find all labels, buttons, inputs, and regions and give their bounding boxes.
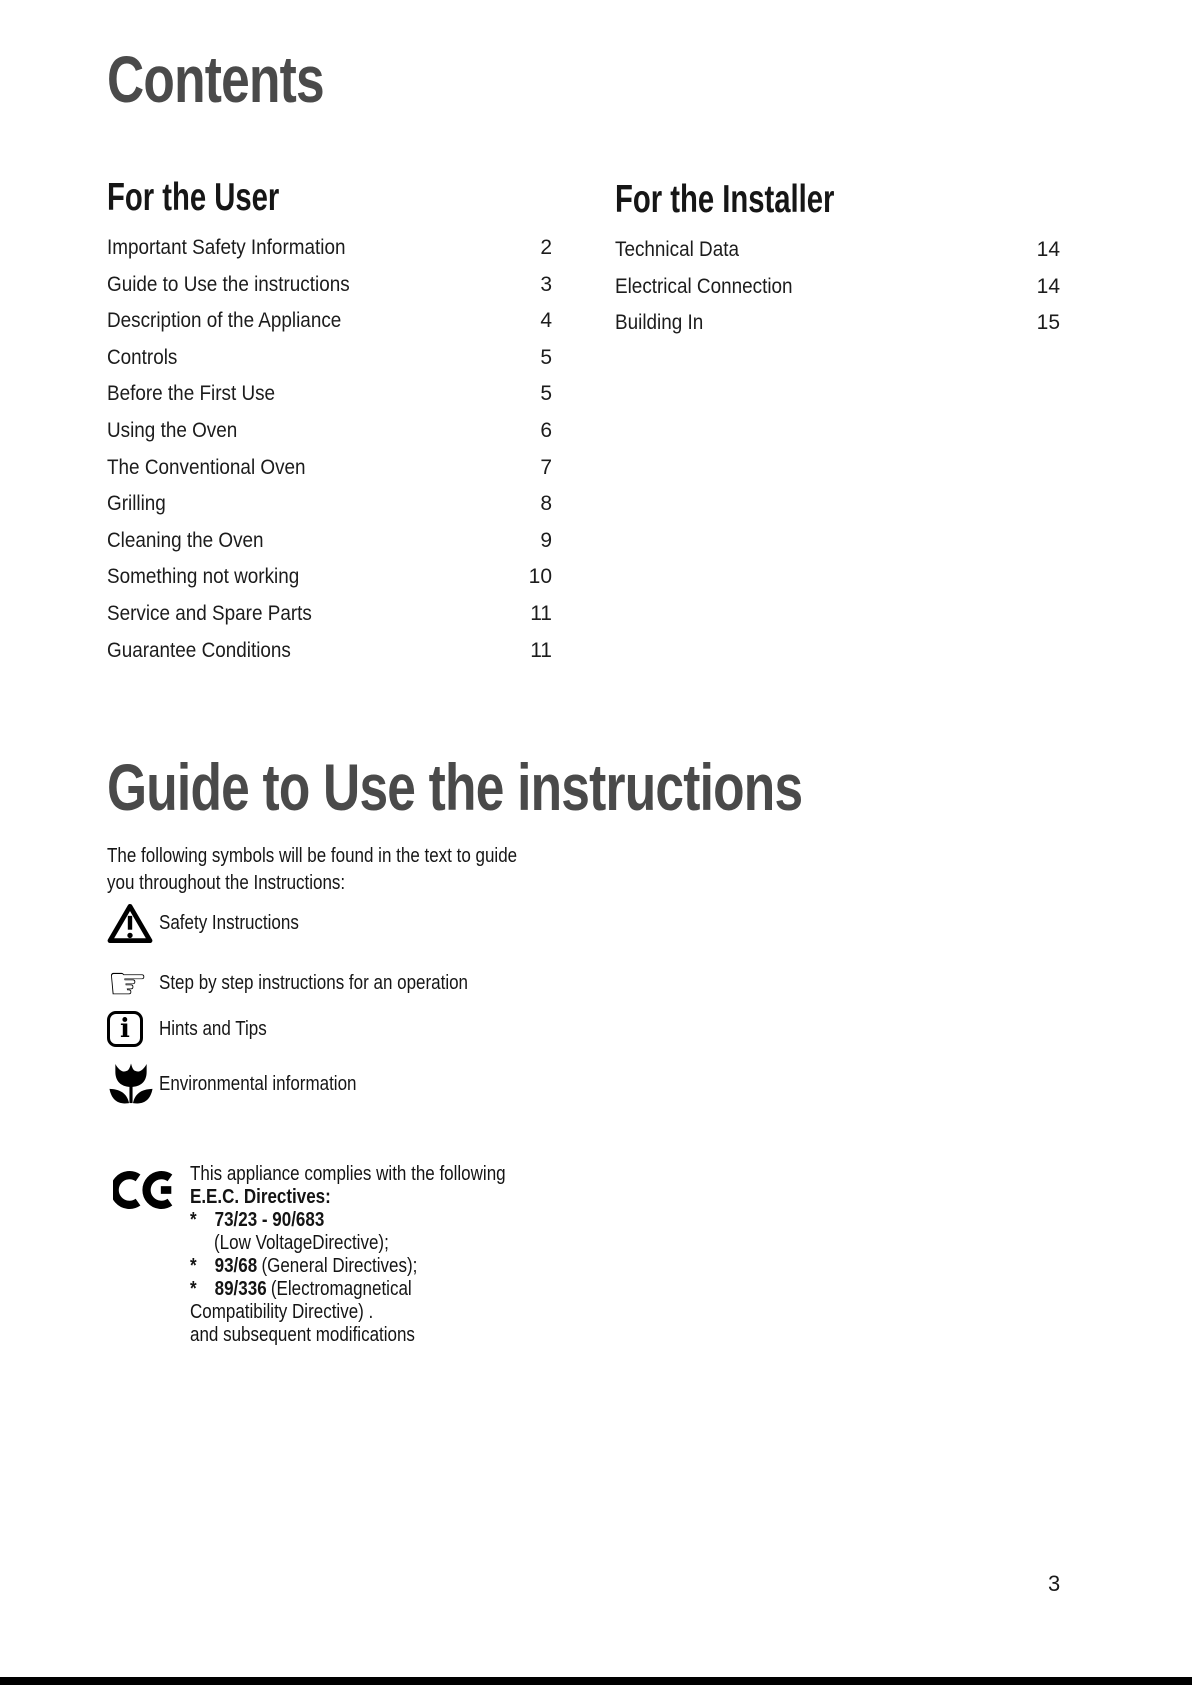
pointing-hand-icon: ☞ bbox=[107, 956, 149, 1010]
ce-line: Compatibility Directive) . bbox=[190, 1301, 374, 1323]
toc-item-page: 5 bbox=[540, 382, 552, 406]
toc-item bbox=[107, 303, 552, 340]
ce-line: E.E.C. Directives: bbox=[190, 1186, 331, 1208]
ce-line: This appliance complies with the following bbox=[190, 1163, 506, 1185]
page-bottom-edge bbox=[0, 1677, 1192, 1685]
warning-triangle-icon bbox=[107, 903, 159, 944]
toc-item-label: Using the Oven bbox=[107, 418, 238, 442]
toc-installer-list bbox=[615, 232, 1060, 342]
toc-item-label: The Conventional Oven bbox=[107, 455, 306, 479]
toc-item-label: Controls bbox=[107, 345, 178, 369]
symbol-row-step bbox=[107, 956, 523, 1010]
symbol-label: Step by step instructions for an operation bbox=[159, 971, 469, 994]
toc-item-label: Before the First Use bbox=[107, 382, 276, 406]
toc-item-label: Guide to Use the instructions bbox=[107, 272, 350, 296]
ce-line: and subsequent modifications bbox=[190, 1324, 415, 1346]
toc-item-page: 5 bbox=[540, 345, 552, 369]
symbol-row-environment bbox=[107, 1061, 391, 1107]
toc-item bbox=[107, 559, 552, 596]
toc-user-heading: For the User bbox=[107, 176, 280, 219]
toc-item-page: 4 bbox=[540, 309, 552, 333]
symbol-label: Environmental information bbox=[159, 1072, 357, 1095]
toc-section-user bbox=[107, 178, 552, 669]
toc-user-list bbox=[107, 230, 552, 669]
toc-section-installer bbox=[615, 180, 1060, 342]
ce-line: * 73/23 - 90/683 bbox=[190, 1209, 325, 1231]
toc-item bbox=[615, 305, 1060, 342]
toc-item bbox=[107, 450, 552, 487]
toc-item-label: Guarantee Conditions bbox=[107, 638, 291, 662]
toc-item-label: Grilling bbox=[107, 492, 166, 516]
flower-icon bbox=[107, 1062, 159, 1106]
symbol-label: Safety Instructions bbox=[159, 911, 299, 934]
guide-intro-line: you throughout the Instructions: bbox=[107, 872, 346, 894]
symbol-row-safety bbox=[107, 901, 324, 945]
toc-item-label: Cleaning the Oven bbox=[107, 528, 264, 552]
guide-intro-line: The following symbols will be found in the text to guide bbox=[107, 845, 518, 867]
toc-item-page: 2 bbox=[540, 236, 552, 259]
toc-item bbox=[107, 486, 552, 523]
toc-item bbox=[107, 230, 552, 267]
toc-item-page: 14 bbox=[1036, 274, 1060, 298]
toc-item bbox=[107, 340, 552, 377]
toc-item-label: Building In bbox=[615, 311, 704, 335]
toc-item-label: Technical Data bbox=[615, 238, 739, 261]
toc-item-label: Important Safety Information bbox=[107, 236, 346, 259]
toc-item-page: 7 bbox=[540, 455, 552, 479]
toc-item bbox=[107, 413, 552, 450]
toc-item-page: 11 bbox=[530, 638, 552, 662]
toc-item-page: 14 bbox=[1036, 238, 1060, 261]
toc-item-label: Electrical Connection bbox=[615, 274, 793, 298]
info-icon: i bbox=[107, 1011, 159, 1047]
ce-line: (Low VoltageDirective); bbox=[214, 1232, 389, 1254]
ce-line: * 93/68 (General Directives); bbox=[190, 1255, 418, 1277]
toc-item bbox=[107, 267, 552, 304]
toc-item-page: 10 bbox=[528, 565, 552, 589]
toc-item bbox=[107, 633, 552, 670]
ce-text bbox=[190, 1163, 561, 1347]
toc-item-page: 9 bbox=[540, 528, 552, 552]
page-number: 3 bbox=[1048, 1571, 1061, 1596]
toc-item-page: 8 bbox=[540, 492, 552, 516]
toc-item bbox=[107, 596, 552, 633]
toc-item bbox=[107, 376, 552, 413]
toc-item bbox=[615, 232, 1060, 269]
toc-item-page: 11 bbox=[530, 601, 552, 625]
toc-installer-heading: For the Installer bbox=[615, 178, 835, 221]
toc-item-page: 15 bbox=[1036, 311, 1060, 335]
toc-item-page: 3 bbox=[540, 272, 552, 296]
guide-intro bbox=[107, 843, 590, 897]
ce-declaration bbox=[107, 1163, 561, 1347]
toc-item-label: Description of the Appliance bbox=[107, 309, 342, 333]
toc-item-label: Something not working bbox=[107, 565, 300, 589]
ce-mark-icon bbox=[107, 1163, 190, 1212]
toc-item-page: 6 bbox=[540, 418, 552, 442]
toc-item bbox=[615, 269, 1060, 306]
toc-item bbox=[107, 523, 552, 560]
ce-line: * 89/336 (Electromagnetical bbox=[190, 1278, 412, 1300]
symbol-label: Hints and Tips bbox=[159, 1017, 267, 1040]
guide-heading: Guide to Use the instructions bbox=[107, 750, 803, 824]
symbol-row-hints bbox=[107, 1010, 286, 1048]
toc-item-label: Service and Spare Parts bbox=[107, 601, 312, 625]
contents-heading: Contents bbox=[107, 42, 324, 116]
